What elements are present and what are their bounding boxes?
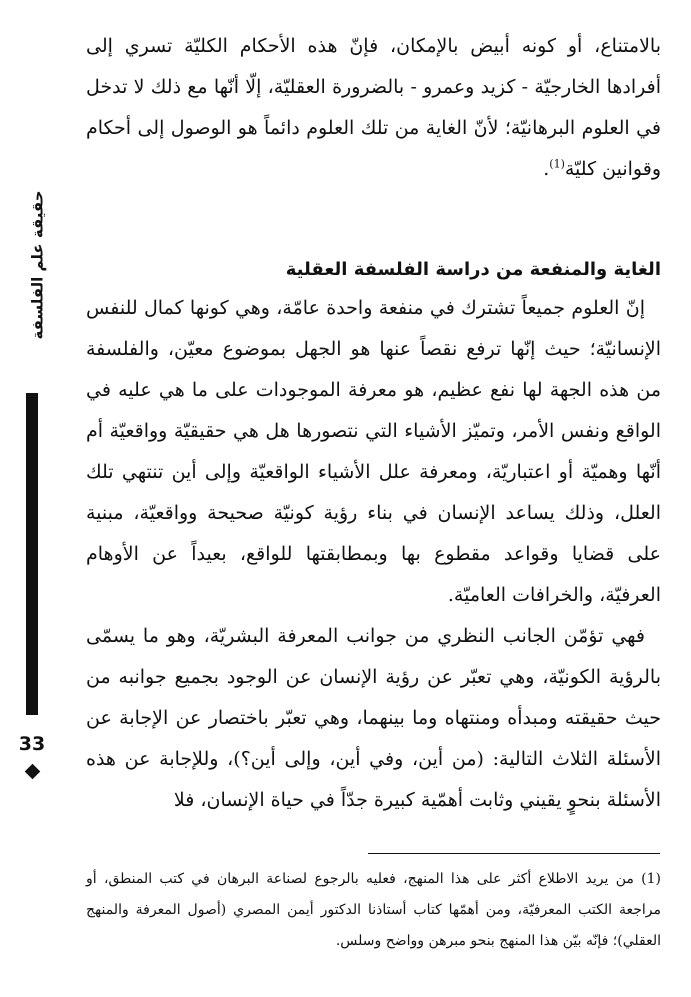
paragraph-1 [86,26,661,190]
running-head-text: حقيقة علم الفلسفة [29,190,47,340]
footnote-divider [368,853,660,854]
paragraph-1-text: بالامتناع، أو كونه أبيض بالإمكان، فإنّ هذه الأحكام الكليّة تسري إلى أفرادها الخارجيّة - كزيد وعمرو - بالضرورة العقليّة، إلّا أنّها مع ذلك لا تدخل في العلوم البرهانيّة؛ لأنّ الغاية من تلك العلوم دائماً هو الوصول إلى أحكام وقوانين كليّة [86,35,661,180]
paragraph-3: فهي تؤمّن الجانب النظري من جوانب المعرفة البشريّة، وهو ما يسمّى بالرؤية الكونيّة، وهي تعبّر عن رؤية الإنسان عن الوجود بجميع جوانبه من حيث حقيقته ومبدأه ومنتهاه وما بينهما، وهي تعبّر باختصار عن الإجابة عن الأسئلة الثلاث التالية: (من أين، وفي أين، وإلى أين؟)، وللإجابة عن هذه الأسئلة بنحوٍ يقيني وثابت أهمّية كبيرة جدّاً في حياة الإنسان، فلا [86,625,661,811]
side-bar [26,393,38,715]
page-number: 33 [18,733,46,755]
running-head [20,180,56,350]
paragraph-2: إنّ العلوم جميعاً تشترك في منفعة واحدة عامّة، وهي كونها كمال للنفس الإنسانيّة؛ حيث إنّها ترفع نقصاً عنها هو الجهل بموضوع معيّن، والفلسفة من هذه الجهة لها نفع عظيم، هو معرفة الموجودات على ما هي عليه في الواقع ونفس الأمر، وتميّز الأشياء التي نتصورها هل هي حقيقيّة وواقعيّة أم أنّها وهميّة أو اعتباريّة، ومعرفة علل الأشياء الواقعيّة وإلى أين تنتهي تلك العلل، وذلك يساعد الإنسان في بناء رؤية كونيّة صحيحة وواقعيّة، مبنية على قضايا وقواعد مقطوع بها وبمطابقتها للواقع، بعيداً عن الأوهام العرفيّة، والخرافات العاميّة. [86,297,661,606]
text-column [86,26,661,821]
footnote-reference[interactable]: (1) [549,157,565,171]
section-title: الغاية والمنفعة من دراسة الفلسفة العقلية [285,259,661,280]
diamond-ornament [25,764,41,780]
paragraph-1-end: . [543,158,550,180]
footnote: (1) من يريد الاطلاع أكثر على هذا المنهج، فعليه بالرجوع لصناعة البرهان في كتب المنطق، أو مراجعة الكتب المعرفيّة، ومن أهمّها كتاب أستاذنا الدكتور أيمن المصري (أصول المعرفة والمنهج العقلي)؛ فإنّه بيّن هذا المنهج بنحو مبرهن وواضح وسلس. [86,871,661,949]
